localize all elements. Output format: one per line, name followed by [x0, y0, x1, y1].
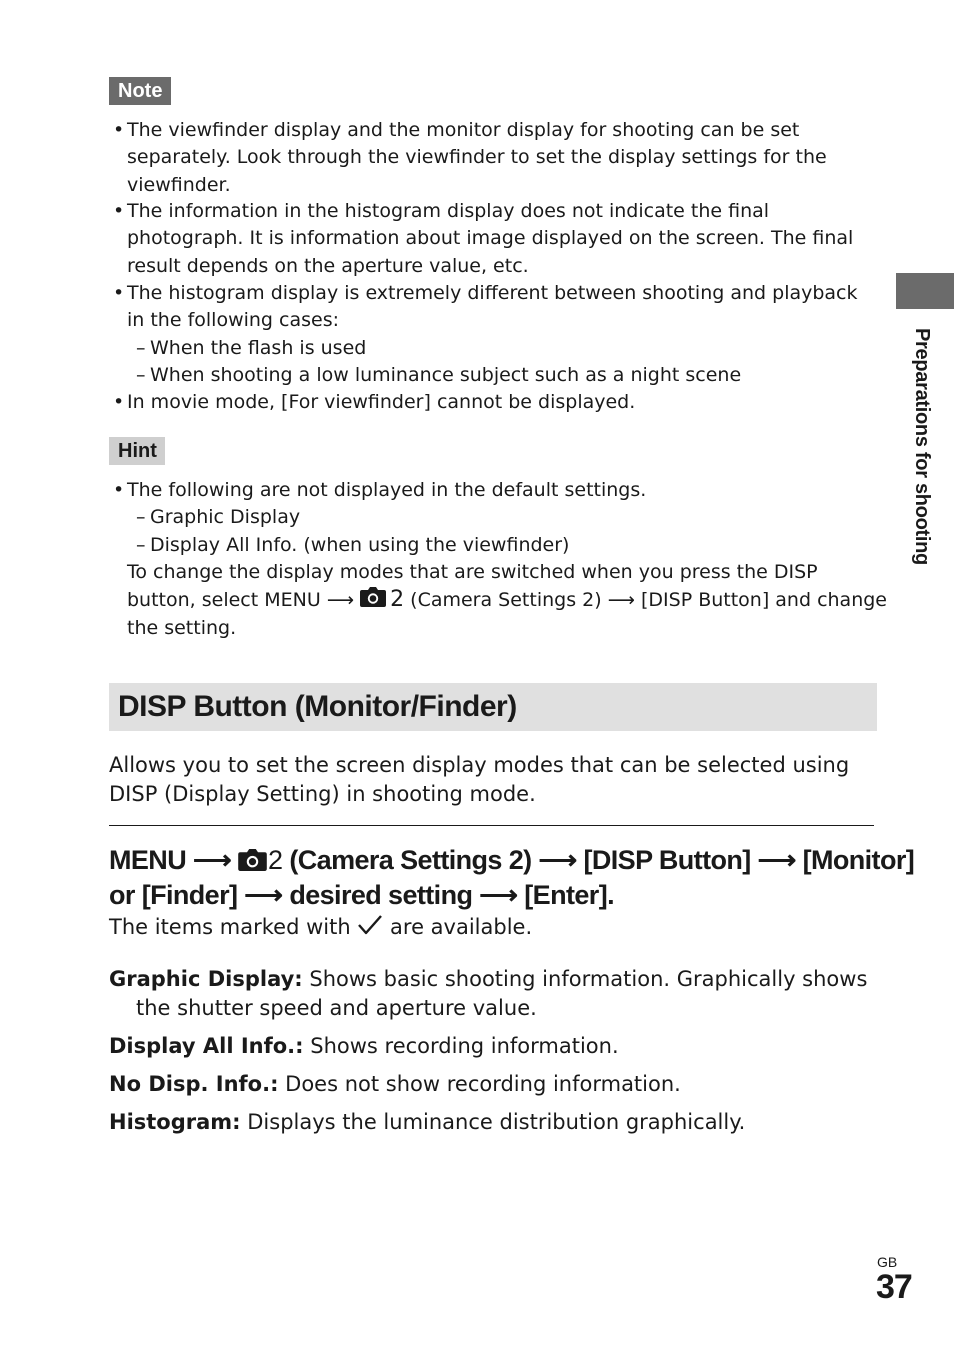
hint-bullet: • The following are not displayed in the default settings.: [127, 477, 887, 504]
definition-term: No Disp. Info.:: [109, 1072, 279, 1096]
definition-desc: Shows recording information.: [310, 1034, 619, 1058]
availability-text-b: are available.: [390, 915, 533, 939]
right-arrow-icon: ⟶: [479, 880, 518, 910]
definition-term: Display All Info.:: [109, 1034, 304, 1058]
right-arrow-icon: ⟶: [193, 845, 232, 875]
page-number: 37: [876, 1268, 912, 1306]
menu-path-monitor: [Monitor]: [802, 845, 915, 875]
note-bullet-2: [127, 198, 887, 280]
note-sub-item-2: – When shooting a low luminance subject such as a night scene: [150, 362, 850, 389]
menu-path-camera-settings: (Camera Settings 2): [289, 845, 532, 875]
hint-para-line-3: the setting.: [127, 616, 237, 639]
hint-sub-item-1: – Graphic Display: [150, 504, 850, 531]
intro-line-1: Allows you to set the screen display modes that can be selected using: [109, 753, 850, 777]
side-tab-label: Preparations for shooting: [911, 328, 933, 565]
note-label: Note: [109, 77, 171, 105]
definition-histogram: [109, 1108, 879, 1137]
menu-path-desired: desired setting: [289, 880, 473, 910]
note-bullet-2-line-3: result depends on the aperture value, etc.: [127, 254, 529, 277]
note-bullet-3-line-1: • The histogram display is extremely different between shooting and playback: [127, 282, 858, 304]
availability-text-a: The items marked with: [109, 915, 351, 939]
hint-disp-button-text: [DISP Button] and change: [640, 589, 887, 612]
definition-desc-cont: the shutter speed and aperture value.: [136, 996, 537, 1020]
note-bullet-3-line-2: in the following cases:: [127, 309, 340, 332]
note-bullet-2-line-2: photograph. It is information about image displayed on the screen. The final: [127, 227, 854, 250]
definition-no-disp-info: [109, 1070, 879, 1099]
definition-desc: Shows basic shooting information. Graphically shows: [309, 967, 868, 991]
divider: [109, 825, 874, 826]
hint-para-line-1: To change the display modes that are switched when you press the DISP: [127, 561, 818, 583]
camera-icon: [238, 849, 268, 871]
menu-path: [109, 843, 915, 913]
note-bullet-1-line-3: viewfinder.: [127, 173, 231, 196]
section-intro: [109, 751, 879, 809]
right-arrow-icon: ⟶: [607, 589, 635, 612]
note-bullet-3: [127, 280, 887, 335]
intro-line-2: DISP (Display Setting) in shooting mode.: [109, 782, 536, 806]
camera-icon: [360, 587, 390, 607]
hint-label: Hint: [109, 437, 165, 465]
definition-term: Histogram:: [109, 1110, 241, 1134]
hint-menu-text: button, select MENU: [127, 589, 321, 612]
definition-display-all-info: [109, 1032, 879, 1061]
menu-path-enter: [Enter].: [524, 880, 614, 910]
availability-note: [109, 913, 532, 941]
menu-path-line-1: [109, 843, 915, 878]
note-bullet-1-line-1: • The viewfinder display and the monitor display for shooting can be set: [127, 119, 800, 141]
checkmark-icon: [357, 914, 383, 936]
right-arrow-icon: ⟶: [244, 880, 283, 910]
note-bullet-1: [127, 117, 887, 199]
section-title: DISP Button (Monitor/Finder): [118, 690, 517, 723]
hint-paragraph: [127, 559, 887, 642]
menu-path-menu: MENU: [109, 845, 187, 875]
right-arrow-icon: ⟶: [326, 589, 355, 612]
definition-graphic-display: [109, 965, 879, 1023]
definition-term: Graphic Display:: [109, 967, 303, 991]
right-arrow-icon: ⟶: [538, 845, 577, 875]
camera-settings-number: 2: [390, 587, 405, 613]
menu-path-disp-button: [DISP Button]: [583, 845, 751, 875]
region-code: GB: [877, 1254, 898, 1270]
menu-path-cam-number: 2: [268, 845, 283, 875]
note-sub-item-1: – When the flash is used: [150, 335, 850, 362]
definition-desc: Does not show recording information.: [285, 1072, 681, 1096]
definition-desc: Displays the luminance distribution graphically.: [247, 1110, 746, 1134]
note-bullet-1-line-2: separately. Look through the viewfinder to set the display settings for the: [127, 146, 827, 169]
note-bullet-2-line-1: • The information in the histogram display does not indicate the final: [127, 200, 770, 222]
hint-camera-settings-text: (Camera Settings 2): [410, 589, 602, 612]
hint-para-line-2: [127, 586, 887, 614]
menu-path-finder: or [Finder]: [109, 880, 238, 910]
side-tab-marker: [896, 273, 954, 309]
menu-path-line-2: [109, 878, 899, 913]
hint-sub-item-2: – Display All Info. (when using the viewfinder): [150, 532, 850, 559]
right-arrow-icon: ⟶: [757, 845, 796, 875]
note-bullet-4: • In movie mode, [For viewfinder] cannot be displayed.: [127, 389, 887, 416]
